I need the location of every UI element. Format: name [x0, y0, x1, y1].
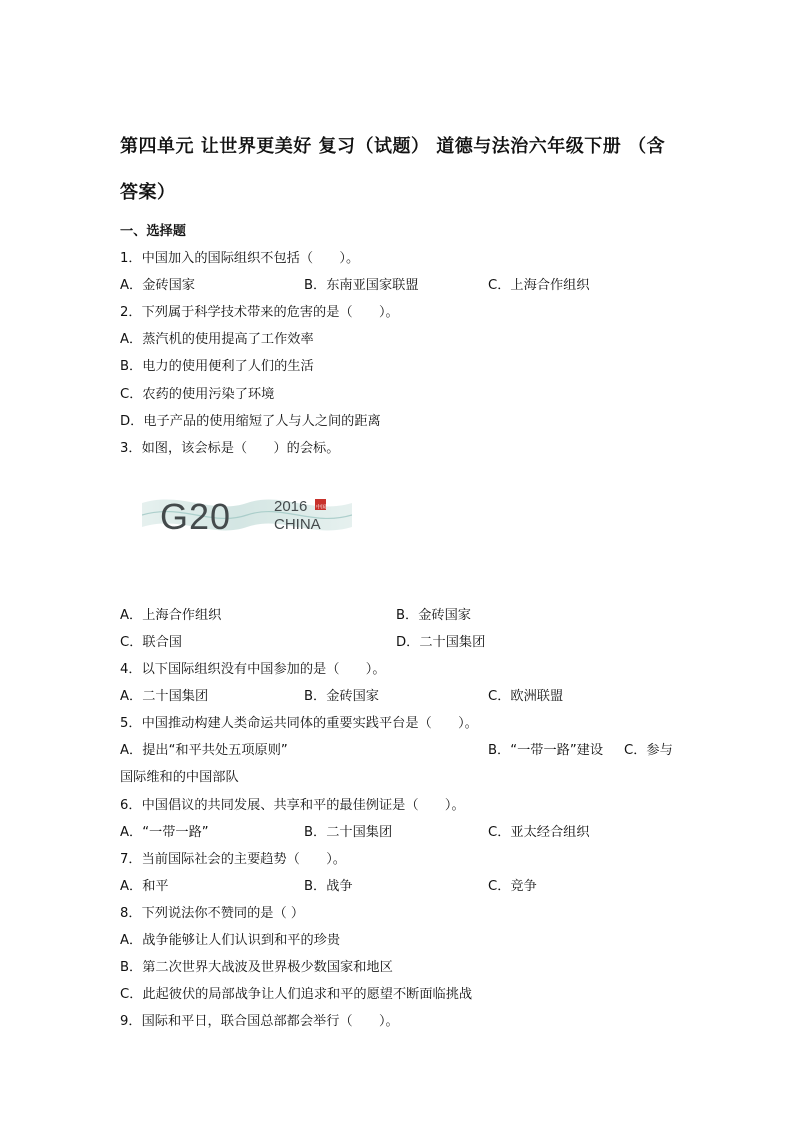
question-stem-9: 9．国际和平日，联合国总部都会举行（ ）。 [120, 1014, 399, 1030]
g20-logo-image [142, 489, 352, 539]
option-1c: C．上海合作组织 [488, 278, 590, 294]
option-2c: C．农药的使用污染了环境 [120, 386, 275, 402]
section-heading: 一、选择题 [120, 224, 186, 239]
option-6b: B．二十国集团 [304, 824, 393, 840]
option-4c: C．欧洲联盟 [488, 689, 564, 705]
question-stem-4: 4．以下国际组织没有中国参加的是（ ）。 [120, 662, 386, 678]
option-3a: A．上海合作组织 [120, 607, 222, 623]
option-5c-continued: 国际维和的中国部队 [120, 770, 239, 786]
question-stem-8: 8．下列说法你不赞同的是（ ） [120, 905, 305, 921]
document-title: 第四单元 让世界更美好 复习（试题） 道德与法治六年级下册 （含答案） [120, 136, 666, 203]
options-row-7 [120, 873, 680, 900]
options-row-1 [120, 272, 680, 299]
option-3b: B．金砖国家 [396, 607, 471, 623]
option-5c: C．参与 [624, 743, 673, 759]
options-row-6 [120, 819, 680, 846]
question-stem-6: 6．中国倡议的共同发展、共享和平的最佳例证是（ ）。 [120, 797, 465, 813]
option-2b: B．电力的使用便利了人们的生活 [120, 359, 314, 375]
option-7a: A．和平 [120, 878, 169, 894]
option-5b: B．“一带一路”建设 [488, 743, 604, 759]
question-stem-3: 3．如图，该会标是（ ）的会标。 [120, 440, 340, 456]
question-stem-7: 7．当前国际社会的主要趋势（ ）。 [120, 851, 346, 867]
logo-seal-text: 中国 [316, 504, 327, 511]
option-7b: B．战争 [304, 878, 353, 894]
question-stem-5: 5．中国推动构建人类命运共同体的重要实践平台是（ ）。 [120, 716, 478, 732]
option-2d: D．电子产品的使用缩短了人与人之间的距离 [120, 413, 381, 429]
option-6a: A．“一带一路” [120, 824, 209, 840]
option-2a: A．蒸汽机的使用提高了工作效率 [120, 332, 314, 348]
logo-mark: G20 [160, 495, 232, 537]
option-1b: B．东南亚国家联盟 [304, 278, 419, 294]
option-4b: B．金砖国家 [304, 689, 379, 705]
option-8a: A．战争能够让人们认识到和平的珍贵 [120, 932, 341, 948]
options-row-3b [120, 629, 680, 656]
figure-area [120, 462, 680, 602]
option-6c: C．亚太经合组织 [488, 824, 590, 840]
options-row-4 [120, 683, 680, 710]
options-row-3a [120, 602, 680, 629]
logo-country: CHINA [274, 515, 321, 533]
option-3c: C．联合国 [120, 634, 182, 650]
option-1a: A．金砖国家 [120, 278, 195, 294]
option-3d: D．二十国集团 [396, 634, 486, 650]
option-5a: A．提出“和平共处五项原则” [120, 743, 288, 759]
option-4a: A．二十国集团 [120, 689, 209, 705]
logo-year: 2016 [274, 497, 308, 515]
options-row-5 [120, 737, 680, 764]
question-stem-1: 1．中国加入的国际组织不包括（ ）。 [120, 251, 360, 267]
option-7c: C．竞争 [488, 878, 537, 894]
question-stem-2: 2．下列属于科学技术带来的危害的是（ ）。 [120, 305, 399, 321]
option-8b: B．第二次世界大战波及世界极少数国家和地区 [120, 960, 393, 976]
question-list [120, 218, 680, 1035]
option-8c: C．此起彼伏的局部战争让人们追求和平的愿望不断面临挑战 [120, 987, 473, 1003]
